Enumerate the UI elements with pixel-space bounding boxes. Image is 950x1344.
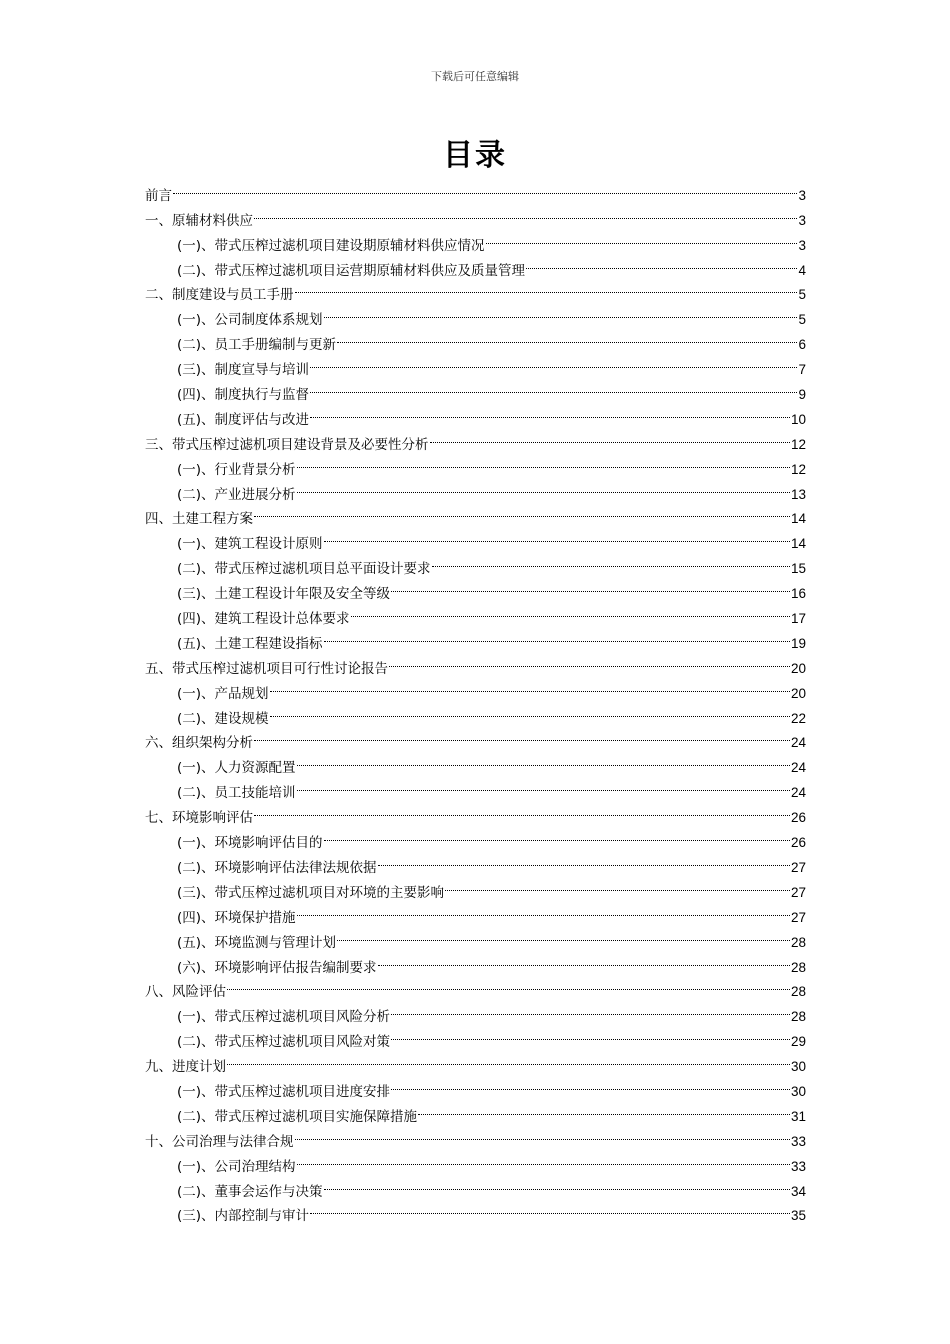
toc-dot-leader xyxy=(297,449,790,474)
toc-page-number: 28 xyxy=(790,984,806,1000)
toc-page-number: 14 xyxy=(790,511,806,527)
toc-dot-leader xyxy=(173,175,797,200)
toc-page-number: 3 xyxy=(798,237,806,253)
toc-entry-title: (二)、董事会运作与决策 xyxy=(177,1183,323,1200)
toc-entry-title: (一)、建筑工程设计原则 xyxy=(177,536,323,553)
toc-entry-title: (一)、环境影响评估目的 xyxy=(177,835,323,852)
toc-entry-title: (二)、带式压榨过滤机项目运营期原辅材料供应及质量管理 xyxy=(177,262,526,279)
toc-page-number: 34 xyxy=(790,1183,806,1199)
toc-entry-title: (四)、制度执行与监督 xyxy=(177,387,310,404)
toc-page-number: 31 xyxy=(790,1108,806,1124)
toc-dot-leader xyxy=(351,598,790,623)
toc-entry-title: (一)、带式压榨过滤机项目建设期原辅材料供应情况 xyxy=(177,237,485,254)
toc-page-number: 6 xyxy=(798,337,806,353)
toc-entry-title: (五)、环境监测与管理计划 xyxy=(177,934,337,951)
toc-page-number: 27 xyxy=(790,909,806,925)
toc-dot-leader xyxy=(310,349,797,374)
toc-dot-leader xyxy=(324,623,790,648)
toc-dot-leader xyxy=(324,523,790,548)
toc-entry-title: (二)、员工技能培训 xyxy=(177,785,296,802)
toc-page-number: 27 xyxy=(790,884,806,900)
toc-section-entry[interactable] xyxy=(145,1071,806,1100)
toc-chapter-entry[interactable] xyxy=(145,1046,806,1076)
toc-page-number: 26 xyxy=(790,835,806,851)
toc-page-number: 7 xyxy=(798,362,806,378)
toc-dot-leader xyxy=(389,648,790,673)
toc-page-number: 14 xyxy=(790,536,806,552)
toc-page-number: 27 xyxy=(790,859,806,875)
toc-dot-leader xyxy=(227,1046,790,1071)
toc-dot-leader xyxy=(254,797,790,822)
toc-page-number: 12 xyxy=(790,436,806,452)
toc-dot-leader xyxy=(297,747,790,772)
toc-page-number: 30 xyxy=(790,1083,806,1099)
toc-page-number: 3 xyxy=(798,212,806,228)
toc-page-number: 30 xyxy=(790,1059,806,1075)
toc-entry-title: (一)、带式压榨过滤机项目风险分析 xyxy=(177,1009,391,1026)
toc-entry-title: (四)、建筑工程设计总体要求 xyxy=(177,611,350,628)
toc-entry-title: (三)、内部控制与审计 xyxy=(177,1208,310,1225)
toc-page-number: 3 xyxy=(798,187,806,203)
toc-entry-title: 九、进度计划 xyxy=(145,1059,226,1076)
toc-page-number: 9 xyxy=(798,387,806,403)
toc-dot-leader xyxy=(324,299,798,324)
toc-dot-leader xyxy=(295,275,798,300)
toc-entry-title: 二、制度建设与员工手册 xyxy=(145,287,294,304)
toc-dot-leader xyxy=(310,374,797,399)
toc-entry-title: (四)、环境保护措施 xyxy=(177,909,296,926)
page-header: 下载后可任意编辑 xyxy=(431,70,519,83)
toc-chapter-entry[interactable] xyxy=(145,175,806,204)
toc-entry-title: 七、环境影响评估 xyxy=(145,810,253,827)
toc-page-number: 28 xyxy=(790,959,806,975)
table-of-contents xyxy=(145,175,806,1225)
toc-entry-title: (一)、产品规划 xyxy=(177,685,269,702)
toc-dot-leader xyxy=(391,573,790,598)
toc-page-number: 20 xyxy=(790,660,806,676)
toc-entry-title: 一、原辅材料供应 xyxy=(145,212,253,229)
toc-page-number: 24 xyxy=(790,735,806,751)
toc-page-number: 29 xyxy=(790,1034,806,1050)
toc-page-number: 28 xyxy=(790,1009,806,1025)
toc-entry-title: (二)、建设规模 xyxy=(177,710,269,727)
toc-dot-leader xyxy=(297,897,790,922)
toc-page-number: 12 xyxy=(790,461,806,477)
toc-dot-leader xyxy=(227,972,790,997)
toc-page-number: 26 xyxy=(790,810,806,826)
toc-dot-leader xyxy=(337,324,797,349)
toc-dot-leader xyxy=(391,1071,790,1096)
toc-entry-title: (三)、制度宣导与培训 xyxy=(177,362,310,379)
toc-dot-leader xyxy=(297,474,790,499)
toc-page-number: 24 xyxy=(790,785,806,801)
toc-dot-leader xyxy=(391,996,790,1021)
toc-entry-title: (一)、带式压榨过滤机项目进度安排 xyxy=(177,1083,391,1100)
toc-page-number: 28 xyxy=(790,934,806,950)
toc-dot-leader xyxy=(486,225,798,250)
toc-entry-title: 六、组织架构分析 xyxy=(145,735,253,752)
toc-entry-title: 八、风险评估 xyxy=(145,984,226,1001)
toc-page-number: 10 xyxy=(790,411,806,427)
toc-dot-leader xyxy=(310,399,790,424)
toc-dot-leader xyxy=(324,1171,790,1196)
toc-entry-title: (一)、行业背景分析 xyxy=(177,461,296,478)
toc-page-number: 20 xyxy=(790,685,806,701)
toc-entry-title: (五)、土建工程建设指标 xyxy=(177,635,323,652)
toc-dot-leader xyxy=(270,698,790,723)
toc-page-number: 13 xyxy=(790,486,806,502)
toc-dot-leader xyxy=(432,548,790,573)
toc-dot-leader xyxy=(324,822,790,847)
toc-page-number: 5 xyxy=(798,287,806,303)
toc-title: 目录 xyxy=(443,138,507,173)
toc-page-number: 19 xyxy=(790,635,806,651)
toc-entry-title: (二)、带式压榨过滤机项目实施保障措施 xyxy=(177,1108,418,1125)
toc-dot-leader xyxy=(445,872,790,897)
toc-page-number: 15 xyxy=(790,561,806,577)
toc-entry-title: (三)、带式压榨过滤机项目对环境的主要影响 xyxy=(177,884,445,901)
toc-dot-leader xyxy=(254,200,797,225)
toc-entry-title: (二)、环境影响评估法律法规依据 xyxy=(177,859,377,876)
toc-page-number: 24 xyxy=(790,760,806,776)
toc-entry-title: (二)、带式压榨过滤机项目总平面设计要求 xyxy=(177,561,431,578)
toc-dot-leader xyxy=(270,673,790,698)
toc-dot-leader xyxy=(418,1096,790,1121)
toc-entry-title: (五)、制度评估与改进 xyxy=(177,411,310,428)
toc-dot-leader xyxy=(254,723,790,748)
toc-dot-leader xyxy=(297,1146,790,1171)
toc-entry-title: (二)、员工手册编制与更新 xyxy=(177,337,337,354)
toc-entry-title: (六)、环境影响评估报告编制要求 xyxy=(177,959,377,976)
toc-dot-leader xyxy=(526,250,797,275)
toc-dot-leader xyxy=(254,499,790,524)
toc-entry-title: 三、带式压榨过滤机项目建设背景及必要性分析 xyxy=(145,436,429,453)
toc-dot-leader xyxy=(378,847,790,872)
toc-page-number: 4 xyxy=(798,262,806,278)
toc-entry-title: 四、土建工程方案 xyxy=(145,511,253,528)
toc-entry-title: 前言 xyxy=(145,187,172,204)
toc-entry-title: (一)、公司治理结构 xyxy=(177,1158,296,1175)
toc-entry-title: (二)、产业进展分析 xyxy=(177,486,296,503)
toc-entry-title: (二)、带式压榨过滤机项目风险对策 xyxy=(177,1034,391,1051)
toc-entry-title: 十、公司治理与法律合规 xyxy=(145,1133,294,1150)
toc-entry-title: (三)、土建工程设计年限及安全等级 xyxy=(177,586,391,603)
toc-page-number: 35 xyxy=(790,1208,806,1224)
toc-dot-leader xyxy=(391,1021,790,1046)
toc-entry-title: 五、带式压榨过滤机项目可行性讨论报告 xyxy=(145,660,388,677)
toc-chapter-entry[interactable] xyxy=(145,972,806,1001)
toc-page-number: 33 xyxy=(790,1158,806,1174)
toc-dot-leader xyxy=(337,922,790,947)
toc-page-number: 17 xyxy=(790,611,806,627)
toc-page-number: 22 xyxy=(790,710,806,726)
toc-page-number: 5 xyxy=(798,312,806,328)
toc-page-number: 33 xyxy=(790,1133,806,1149)
toc-dot-leader xyxy=(295,1121,790,1146)
toc-dot-leader xyxy=(310,1196,790,1221)
toc-dot-leader xyxy=(378,947,790,972)
toc-section-entry[interactable] xyxy=(145,996,806,1026)
toc-entry-title: (一)、人力资源配置 xyxy=(177,760,296,777)
toc-dot-leader xyxy=(430,424,790,449)
toc-page-number: 16 xyxy=(790,586,806,602)
toc-dot-leader xyxy=(297,772,790,797)
toc-entry-title: (一)、公司制度体系规划 xyxy=(177,312,323,329)
toc-chapter-entry[interactable] xyxy=(145,200,806,229)
